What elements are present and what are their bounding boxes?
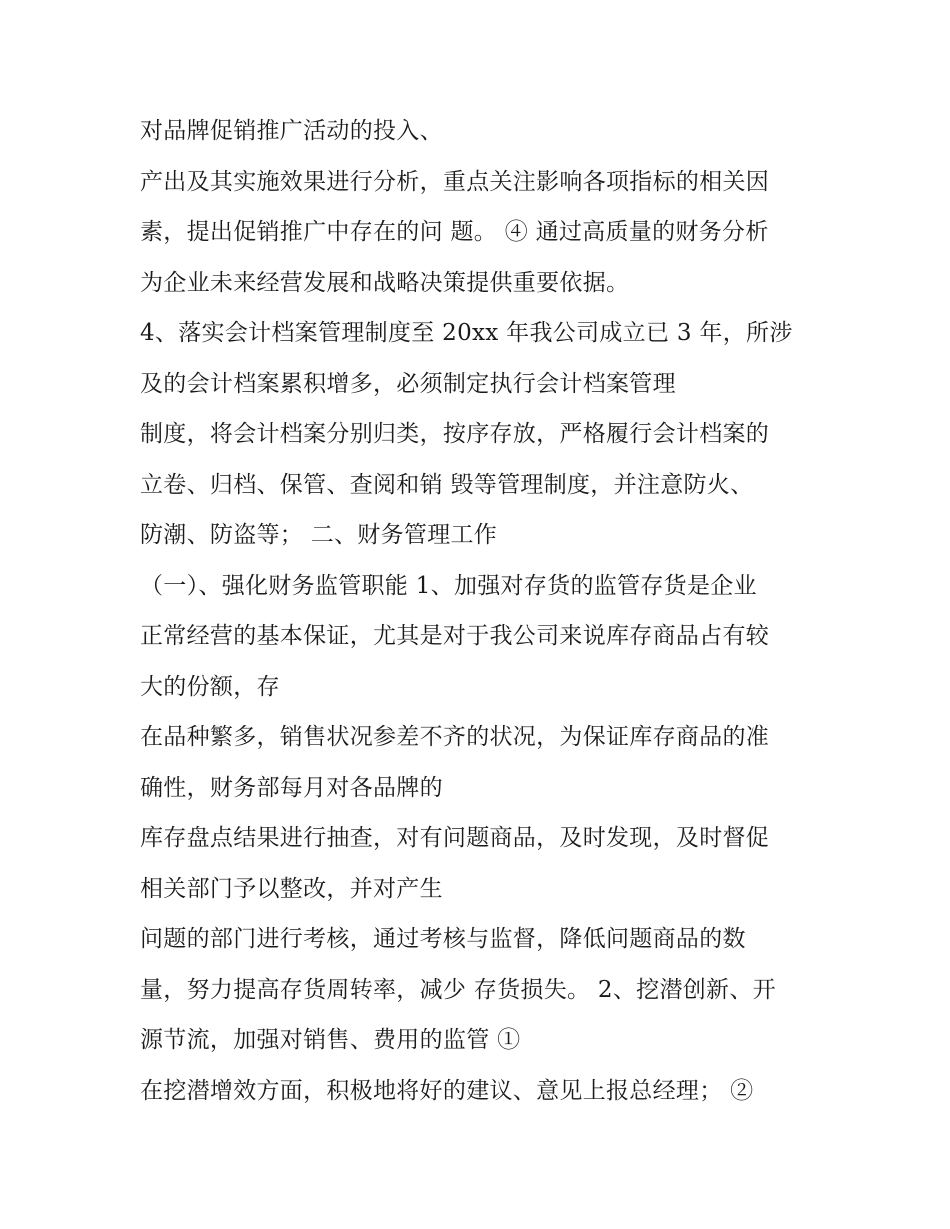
paragraph-line: （一）、强化财务监管职能 1、加强对存货的监管存货是企业	[140, 572, 757, 599]
paragraph-line: 源节流，加强对销售、费用的监管 ①	[140, 1027, 521, 1053]
paragraph-line: 立卷、归档、保管、查阅和销 毁等管理制度，并注意防火、	[140, 471, 754, 498]
paragraph-line: 正常经营的基本保证，尤其是对于我公司来说库存商品占有较	[140, 623, 770, 649]
paragraph-line: 在品种繁多，销售状况参差不齐的状况，为保证库存商品的准	[140, 724, 770, 750]
paragraph-line: 问题的部门进行考核，通过考核与监督，降低问题商品的数	[140, 926, 746, 952]
paragraph-line: 为企业未来经营发展和战略决策提供重要依据。	[140, 269, 630, 296]
paragraph-line: 及的会计档案累积增多，必须制定执行会计档案管理	[140, 370, 676, 397]
paragraph-line: 库存盘点结果进行抽查，对有问题商品，及时发现，及时督促	[140, 825, 770, 851]
paragraph-line: 4、落实会计档案管理制度至 20xx 年我公司成立已 3 年，所涉	[140, 320, 793, 346]
paragraph-line: 在挖潜增效方面，积极地将好的建议、意见上报总经理； ②	[140, 1077, 754, 1104]
paragraph-line: 相关部门予以整改，并对产生	[140, 875, 443, 902]
paragraph-line: 确性，财务部每月对各品牌的	[140, 774, 443, 801]
paragraph-line: 大的份额，存	[140, 673, 280, 700]
paragraph-line: 素，提出促销推广中存在的问 题。 ④ 通过高质量的财务分析	[140, 219, 769, 245]
paragraph-line: 防潮、防盗等； 二、财务管理工作	[140, 522, 498, 548]
paragraph-line: 量，努力提高存货周转率，减少 存货损失。 2、挖潜创新、开	[140, 976, 776, 1003]
paragraph-line: 制度，将会计档案分别归类，按序存放，严格履行会计档案的	[140, 421, 770, 447]
paragraph-line: 对品牌促销推广活动的投入、	[140, 118, 443, 144]
paragraph-line: 产出及其实施效果进行分析，重点关注影响各项指标的相关因	[140, 168, 770, 195]
document-body	[140, 106, 820, 1116]
